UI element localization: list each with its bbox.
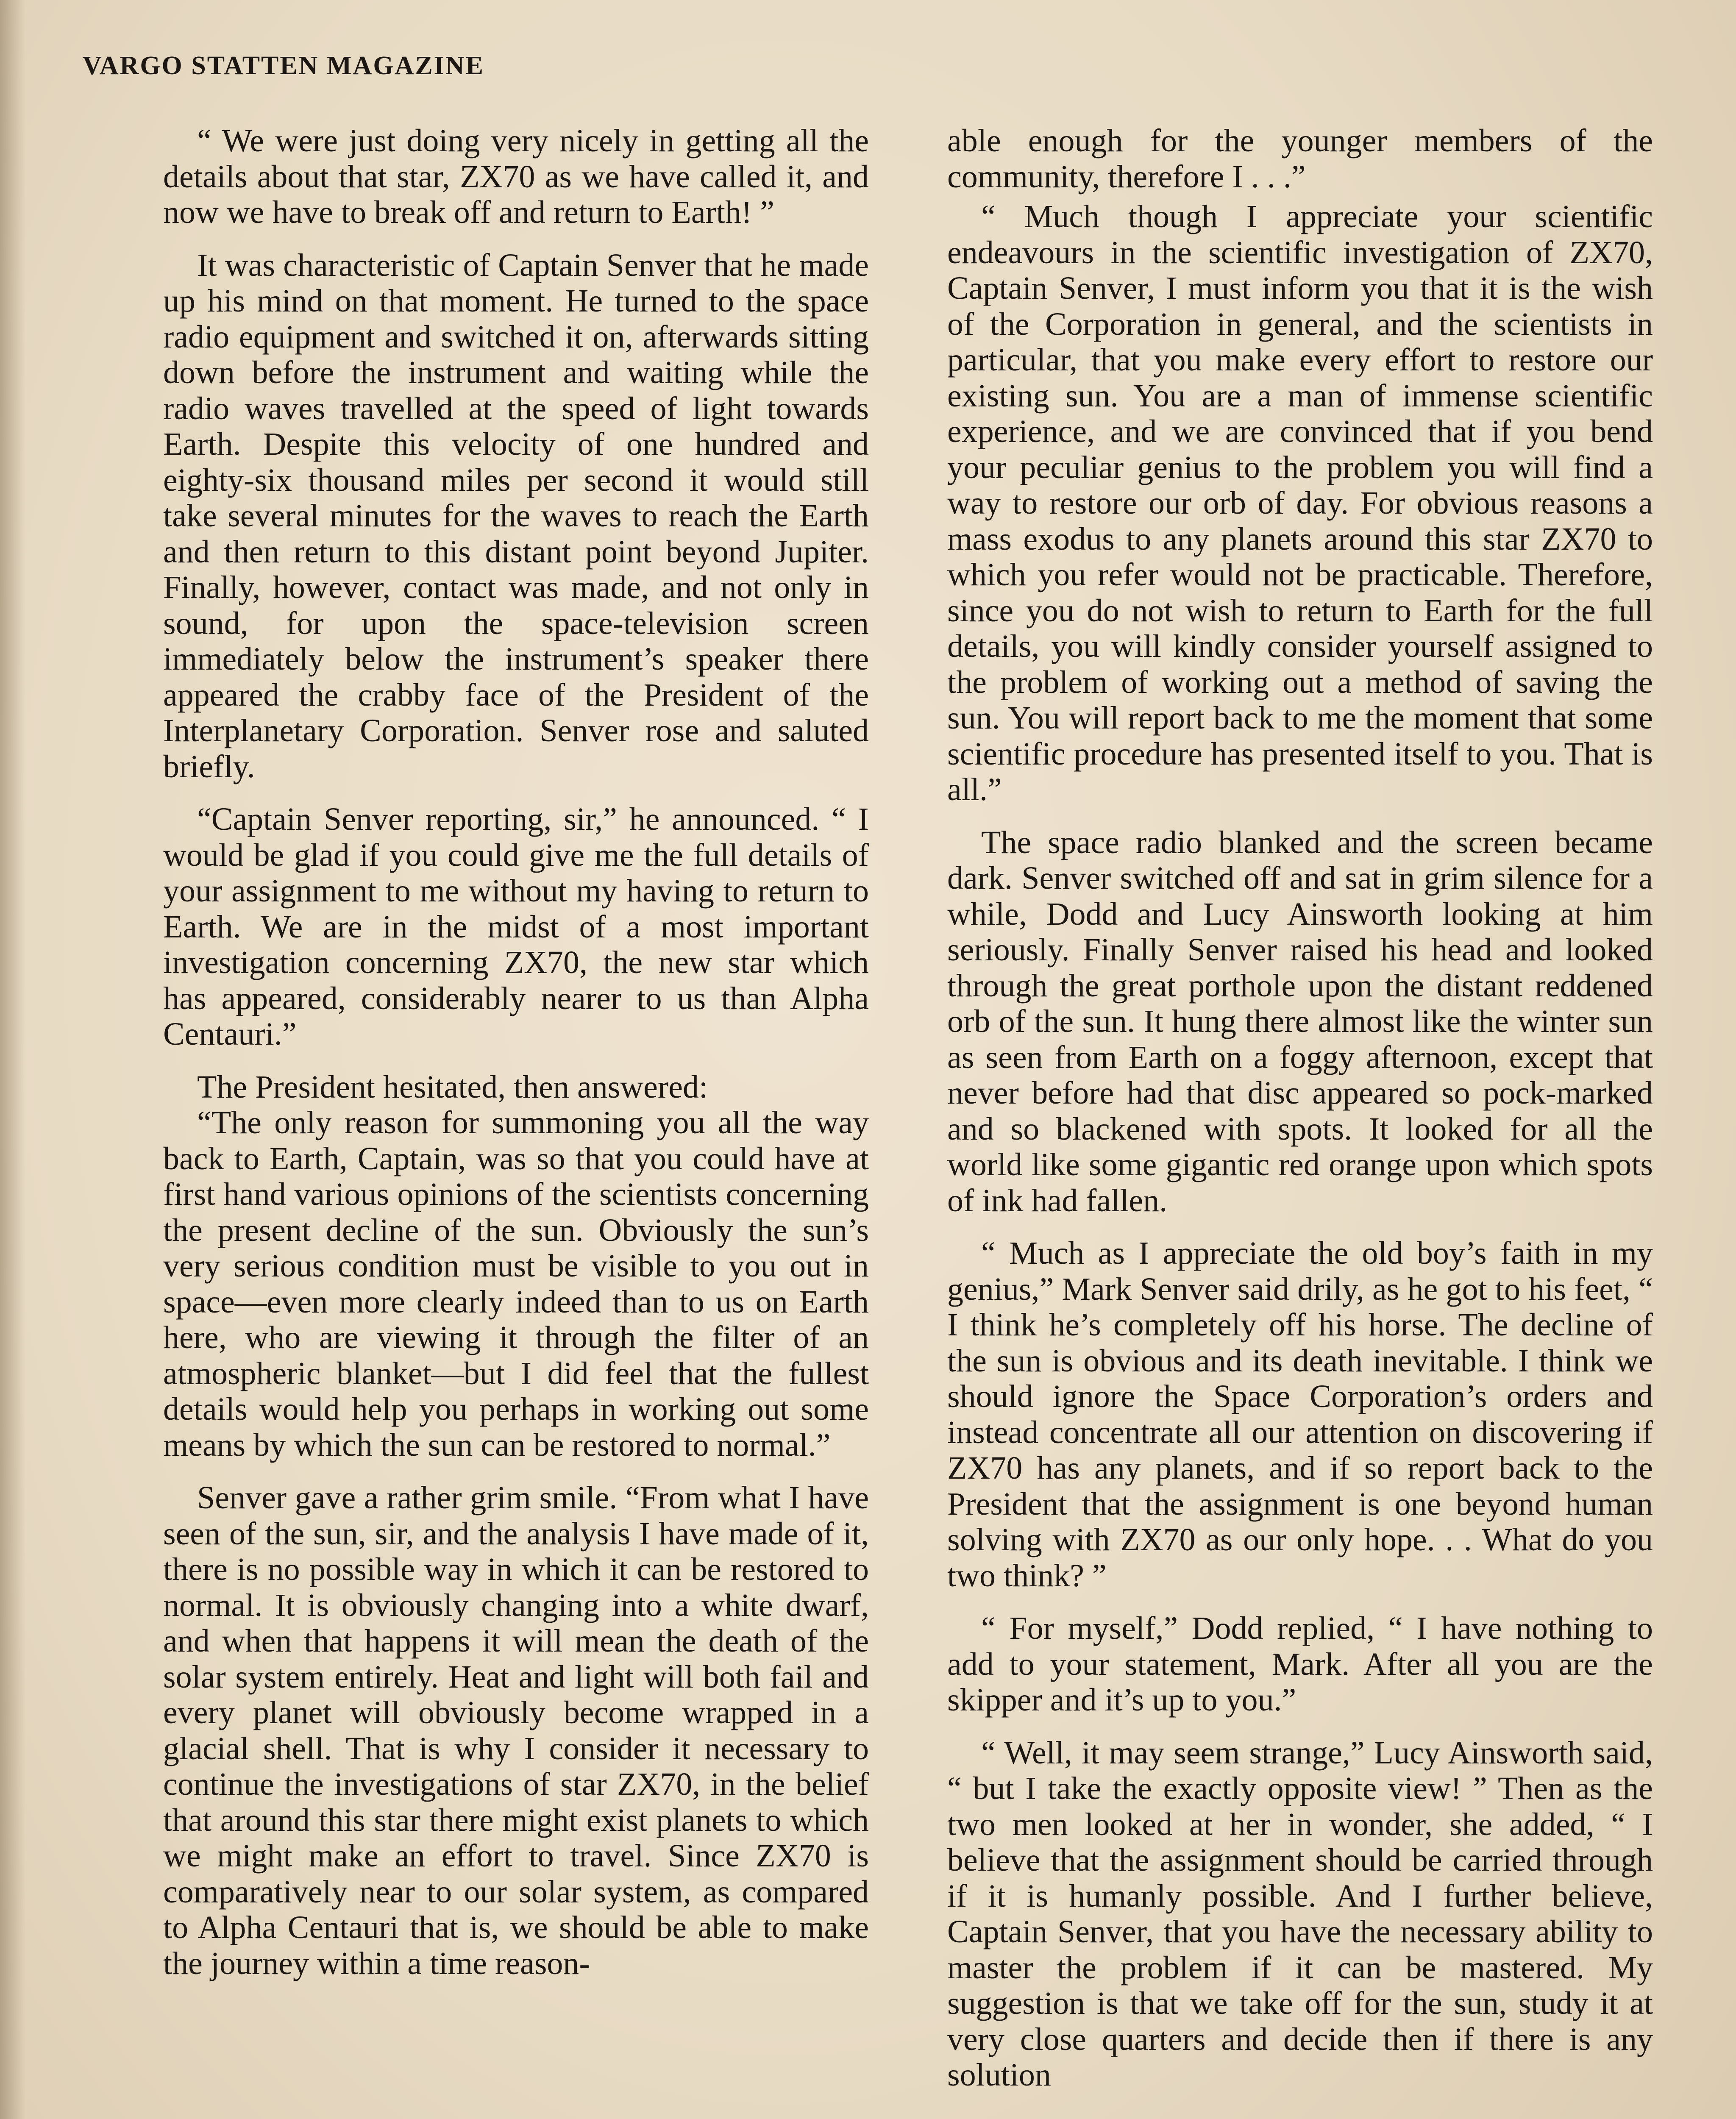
paragraph: The space radio blanked and the screen became dark. Senver switched off and sat in grim silence for a while, Dodd and Lucy Ainsworth looking at him seriously. Finally Senver raised his head and looked through the great porthole upon the distant reddened orb of the sun. It hung there almost like the winter sun as seen from Earth on a foggy afternoon, except that never before had that disc appeared so pock-marked and so blackened with spots. It looked for all the world like some gigantic red orange upon which spots of ink had fallen. [947, 824, 1653, 1218]
paragraph: “ Much as I appreciate the old boy’s faith in my genius,” Mark Senver said drily, as he got to his feet, “ I think he’s completely off his horse. The decline of the sun is obvious and its death inevitable. I think we should ignore the Space Corporation’s orders and instead concentrate all our attention on discovering if ZX70 has any planets, and if so report back to the President that the assignment is one beyond human solving with ZX70 as our only hope. . . What do you two think? ” [947, 1235, 1653, 1593]
paragraph: The President hesitated, then answered: [197, 1069, 708, 1105]
page-edge-shadow-left [0, 0, 25, 2119]
paragraph: “ For myself,” Dodd replied, “ I have nothing to add to your statement, Mark. After all you are the skipper and it’s up to you.” [947, 1610, 1653, 1718]
paragraph: Senver gave a rather grim smile. “From what I have seen of the sun, sir, and the analysis I have made of it, there is no possible way in which it can be restored to normal. It is obviously changing into a white dwarf, and when that happens it will mean the death of the solar system entirely. Heat and light will both fail and every planet will obviously become wrapped in a glacial shell. That is why I consider it necessary to continue the investigations of star ZX70, in the belief that around this star there might exist planets to which we might make an effort to travel. Since ZX70 is comparatively near to our solar system, as compared to Alpha Centauri that is, we should be able to make the journey within a time reason- [163, 1480, 869, 1981]
right-column [947, 123, 1653, 2110]
paragraph: It was characteristic of Captain Senver that he made up his mind on that moment. He turned to the space radio equipment and switched it on, afterwards sitting down before the instrument and waiting while the radio waves travelled at the speed of light towards Earth. Despite this velocity of one hundred and eighty-six thousand miles per second it would still take several minutes for the waves to reach the Earth and then return to this distant point beyond Jupiter. Finally, however, contact was made, and not only in sound, for upon the space-television screen immediately below the instrument’s speaker there appeared the crabby face of the President of the Interplanetary Corporation. Senver rose and saluted briefly. [163, 247, 869, 784]
paragraph: “ Much though I appreciate your scientific endeavours in the scientific investigation of ZX70, Captain Senver, I must inform you that it is the wish of the Corporation in general, and the scientists in particular, that you make every effort to restore our existing sun. You are a man of immense scientific experience, and we are convinced that if you bend your peculiar genius to the problem you will find a way to restore our orb of day. For obvious reasons a mass exodus to any planets around this star ZX70 to which you refer would not be practicable. Therefore, since you do not wish to return to Earth for the full details, you will kindly consider yourself assigned to the problem of working out a method of saving the sun. You will report back to me the moment that some scientific procedure has presented itself to you. That is all.” [947, 199, 1653, 807]
paragraph: “ We were just doing very nicely in getting all the details about that star, ZX70 as we have called it, and now we have to break off and return to Earth! ” [163, 123, 869, 230]
paragraph: “The only reason for summoning you all the way back to Earth, Captain, was so that you could have at first hand various opinions of the scientists concerning the present decline of the sun. Obviously the sun’s very serious condition must be visible to you out in space—even more clearly indeed than to us on Earth here, who are viewing it through the filter of an atmospheric blanket—but I did feel that the fullest details would help you perhaps in working out some means by which the sun can be restored to normal.” [163, 1105, 869, 1463]
left-column [163, 123, 869, 1998]
running-head: VARGO STATTEN MAGAZINE [83, 51, 484, 80]
paragraph: “Captain Senver reporting, sir,” he announced. “ I would be glad if you could give me the full details of your assignment to me without my having to return to Earth. We are in the midst of a most important investigation concerning ZX70, the new star which has appeared, considerably nearer to us than Alpha Centauri.” [163, 801, 869, 1052]
paragraph: “ Well, it may seem strange,” Lucy Ainsworth said, “ but I take the exactly opposite view! ” Then as the two men looked at her in wonder, she added, “ I believe that the assignment should be carried through if it is humanly possible. And I further believe, Captain Senver, that you have the necessary ability to master the problem if it can be mastered. My suggestion is that we take off for the sun, study it at very close quarters and decide then if there is any solution [947, 1735, 1653, 2093]
paragraph-continuation: able enough for the younger members of the community, therefore I . . .” [947, 123, 1653, 195]
